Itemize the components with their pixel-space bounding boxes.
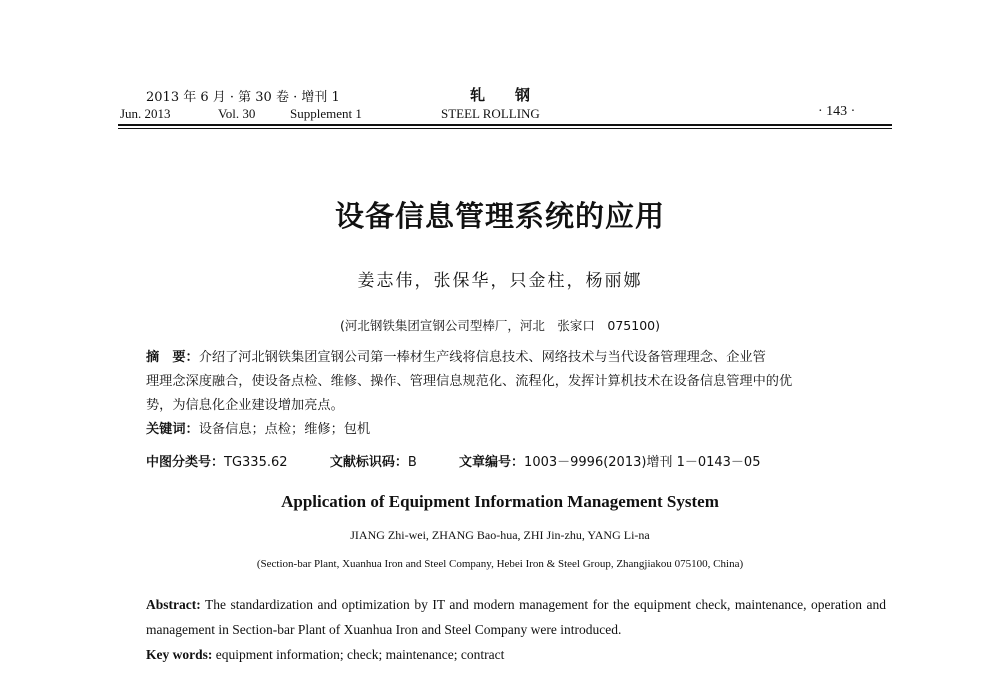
header-rule-thick [118, 124, 892, 126]
authors-cn: 姜志伟，张保华，只金柱，杨丽娜 [357, 271, 643, 291]
abstract-cn-line2: 理理念深度融合，使设备点检、维修、操作、管理信息规范化、流程化，发挥计算机技术在设备信息管理中的优 [146, 374, 793, 389]
clc-value: TG335.62 [224, 455, 288, 470]
keywords-label-cn: 关键词： [146, 422, 199, 437]
keywords-cn: 设备信息；点检；维修；包机 [198, 422, 371, 437]
keywords-en: equipment information; check; maintenance; contract [215, 647, 505, 662]
doc-code-value: B [407, 455, 417, 470]
header-supplement-en: Supplement 1 [290, 106, 362, 121]
abstract-en [146, 592, 886, 667]
keywords-label-en: Key words: [146, 647, 213, 662]
abstract-label-cn: 摘 要： [146, 350, 199, 365]
header-rule-thin [118, 128, 892, 129]
authors-en: JIANG Zhi-wei, ZHANG Bao-hua, ZHI Jin-zhu, YANG Li-na [350, 528, 650, 542]
classification-line [146, 451, 760, 470]
header-volume-en: Vol. 30 [218, 106, 256, 121]
abstract-en-text: The standardization and optimization by IT and modern management for the equipment check, maintenance, operation and management in Section-bar Plant of Xuanhua Iron and Steel Company were introduced. [146, 597, 886, 637]
abstract-label-en: Abstract: [146, 597, 201, 612]
article-no-label: 文章编号： [459, 455, 525, 470]
clc-label: 中图分类号： [146, 455, 225, 470]
paper-title-cn: 设备信息管理系统的应用 [334, 199, 665, 233]
abstract-cn [146, 346, 886, 442]
abstract-cn-line3: 势，为信息化企业建设增加亮点。 [146, 398, 344, 413]
header-journal-cn: 轧 钢 [470, 86, 531, 104]
paper-title-en: Application of Equipment Information Management System [281, 492, 719, 511]
header-journal-en: STEEL ROLLING [441, 106, 540, 121]
affiliation-en: (Section-bar Plant, Xuanhua Iron and Steel Company, Hebei Iron & Steel Group, Zhangjiakou 075100, China) [256, 558, 744, 570]
article-no-value: 1003－9996(2013)增刊 1－0143－05 [524, 455, 761, 470]
header-issue-cn: 2013 年 6 月 · 第 30 卷 · 增刊 1 [146, 90, 340, 105]
abstract-cn-line1: 介绍了河北钢铁集团宣钢公司第一棒材生产线将信息技术、网络技术与当代设备管理理念、企业管 [198, 350, 766, 365]
affiliation-cn: (河北钢铁集团宣钢公司型棒厂，河北 张家口 075100) [340, 318, 660, 333]
doc-code-label: 文献标识码： [329, 455, 408, 470]
page-number: · 143 · [818, 104, 856, 119]
header-date-en: Jun. 2013 [120, 106, 171, 121]
